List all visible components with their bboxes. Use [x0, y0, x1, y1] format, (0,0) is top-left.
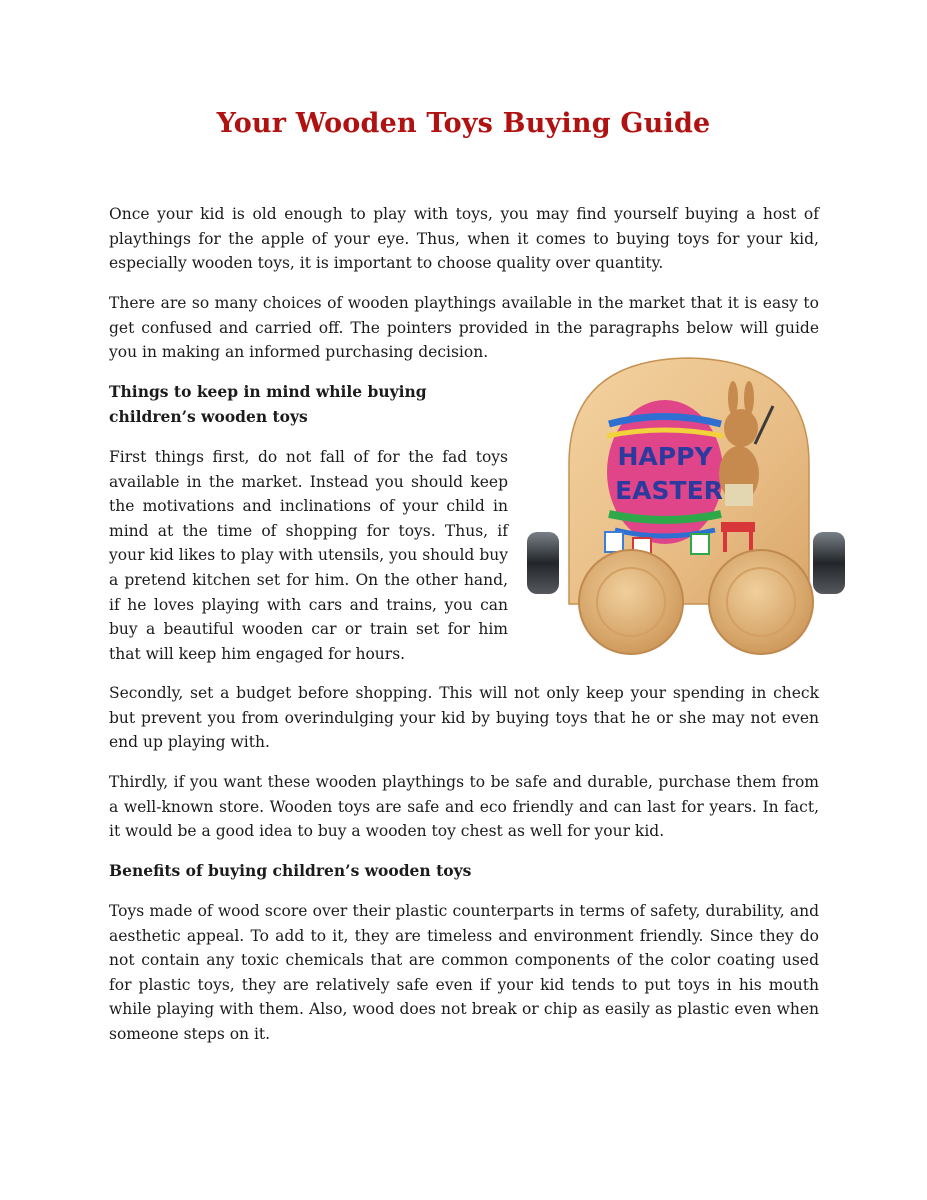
page-title: Your Wooden Toys Buying Guide — [216, 108, 711, 139]
wooden-toy-image — [523, 354, 853, 658]
paragraph-benefits: Toys made of wood score over their plastic counterparts in terms of safety, durability, and aesthetic appeal. To add to it, they are timeless and environment friendly. Since they do not contain any toxic chemicals that are common components of the color coating used for plastic toys, they are relatively safe even if your kid tends to put toys in his mouth while playing with them. Also, wood does not break or chip as easily as plastic even when someone steps on it. — [109, 902, 819, 1043]
paragraph-secondly: Secondly, set a budget before shopping. This will not only keep your spending in check but prevent you from overindulging your kid by buying toys that he or she may not even end up playing with. — [109, 684, 819, 752]
intro-paragraph-1: Once your kid is old enough to play with toys, you may find yourself buying a host of playthings for the apple of your eye. Thus, when it comes to buying toys for your kid, especially wooden toys, it is important to choose quality over quantity. — [109, 205, 819, 273]
intro-paragraph-2: There are so many choices of wooden playthings available in the market that it is easy to get confused and carried off. The pointers provided in the paragraphs below will guide you in making an informed purchasing decision. — [109, 294, 819, 362]
egg-text-happy: HAPPY — [617, 442, 713, 471]
section-heading-things-to-keep-in-mind: Things to keep in mind while buying children’s wooden toys — [109, 382, 427, 426]
paragraph-first-things-first: First things first, do not fall of for the fad toys available in the market. Instead you should keep the motivations and inclinations of your child in mind at the time of shopping for toys. Thus, if your kid likes to play with utensils, you should buy a pretend kitchen set for him. On the other hand, if he loves playing with cars and trains, you can buy a beautiful wooden car or train set for him that will keep him engaged for hours. — [109, 448, 508, 663]
section-heading-benefits: Benefits of buying children’s wooden toys — [109, 861, 472, 880]
egg-text-easter: EASTER — [615, 476, 723, 505]
paragraph-thirdly: Thirdly, if you want these wooden playthings to be safe and durable, purchase them from a well-known store. Wooden toys are safe and eco friendly and can last for years. In fact, it would be a good idea to buy a wooden toy chest as well for your kid. — [109, 773, 819, 841]
